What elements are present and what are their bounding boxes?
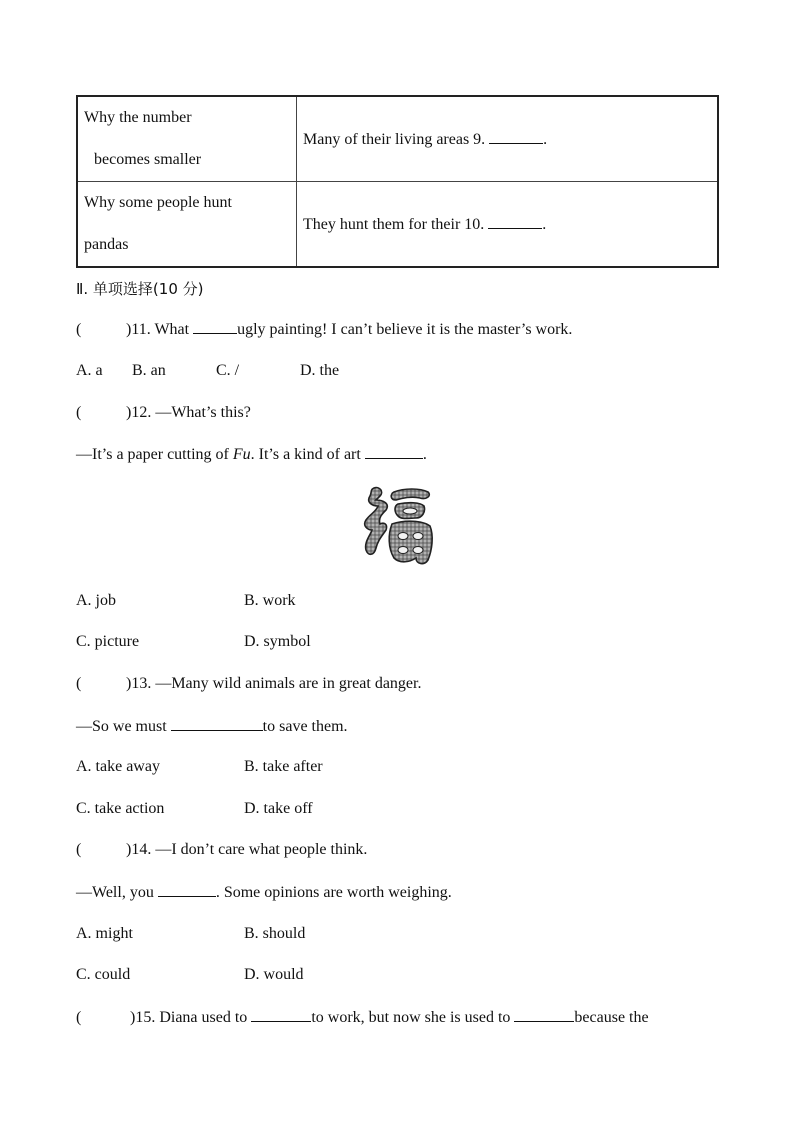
table-left-line: becomes smaller (94, 151, 202, 168)
option-b[interactable]: B. should (244, 925, 306, 942)
table-row (77, 96, 718, 182)
option-b[interactable]: B. work (244, 592, 296, 609)
option-a[interactable]: A. take away (76, 758, 160, 775)
answer-paren[interactable]: ( (76, 675, 82, 692)
table-left-cell (77, 96, 297, 182)
paren-close: ) (126, 321, 132, 338)
reply-text: —It’s a paper cutting of (76, 446, 233, 463)
reply-text: . Some opinions are worth weighing. (215, 884, 452, 901)
answer-paren[interactable]: ( (76, 321, 82, 338)
option-c[interactable]: C. picture (76, 633, 140, 650)
table-left-line: Why some people hunt (84, 194, 232, 211)
table-right-cell (297, 96, 719, 182)
period: . (543, 131, 548, 148)
answer-blank[interactable] (193, 319, 237, 334)
table-right-text: They hunt them for their 10. (303, 216, 489, 233)
answer-blank[interactable] (171, 716, 263, 731)
paren-close: ) (126, 675, 132, 692)
reply-text: . It’s a kind of art (250, 446, 365, 463)
period: . (542, 216, 547, 233)
table-left-line: pandas (84, 236, 129, 253)
question-12 (76, 403, 251, 423)
answer-blank[interactable] (488, 214, 542, 229)
paren-close: ) (126, 404, 132, 421)
reply-text: to save them. (262, 718, 348, 735)
option-d[interactable]: D. take off (244, 800, 313, 817)
reply-text: —So we must (76, 718, 171, 735)
period: . (422, 446, 427, 463)
fu-word: Fu (232, 446, 251, 463)
answer-paren[interactable]: ( (76, 404, 82, 421)
option-a[interactable]: A. might (76, 925, 133, 942)
section-heading: Ⅱ. 单项选择(10 分) (76, 280, 204, 298)
option-c[interactable]: C. could (76, 966, 131, 983)
question-stem-mid: to work, but now she is used to (311, 1009, 515, 1026)
answer-blank[interactable] (365, 444, 423, 459)
table-left-cell (77, 182, 297, 268)
paren-close: ) (126, 841, 132, 858)
option-c[interactable]: C. take action (76, 800, 165, 817)
answer-blank[interactable] (514, 1007, 574, 1022)
table-left-line: Why the number (84, 109, 192, 126)
question-13 (76, 674, 421, 694)
question-stem-end: because the (574, 1009, 649, 1026)
question-stem: 14. —I don’t care what people think. (131, 841, 368, 858)
question-stem: 12. —What’s this? (131, 404, 251, 421)
answer-paren[interactable]: ( (76, 841, 82, 858)
paren-close: ) (130, 1009, 136, 1026)
table-right-cell (297, 182, 719, 268)
option-a[interactable]: A. a (76, 362, 103, 379)
option-a[interactable]: A. job (76, 592, 116, 609)
question-14-reply (76, 882, 452, 903)
question-14 (76, 840, 367, 860)
option-d[interactable]: D. the (300, 362, 340, 379)
info-table (76, 95, 719, 268)
answer-blank[interactable] (158, 882, 216, 897)
question-13-reply (76, 716, 348, 737)
option-d[interactable]: D. would (244, 966, 304, 983)
answer-paren[interactable]: ( (76, 1009, 82, 1026)
fu-paper-cutting-image (360, 484, 436, 568)
question-stem-rest: ugly painting! I can’t believe it is the master’s work. (237, 321, 573, 338)
answer-blank[interactable] (489, 129, 543, 144)
question-stem: 13. —Many wild animals are in great danger. (131, 675, 422, 692)
question-11 (76, 319, 572, 340)
option-c[interactable]: C. / (216, 362, 240, 379)
answer-blank[interactable] (251, 1007, 311, 1022)
question-stem: 11. What (131, 321, 194, 338)
question-stem: 15. Diana used to (135, 1009, 252, 1026)
reply-text: —Well, you (76, 884, 158, 901)
table-row (77, 182, 718, 268)
question-15 (76, 1007, 649, 1028)
table-right-text: Many of their living areas 9. (303, 131, 490, 148)
option-b[interactable]: B. take after (244, 758, 323, 775)
question-12-reply (76, 444, 427, 465)
option-b[interactable]: B. an (132, 362, 166, 379)
option-d[interactable]: D. symbol (244, 633, 311, 650)
